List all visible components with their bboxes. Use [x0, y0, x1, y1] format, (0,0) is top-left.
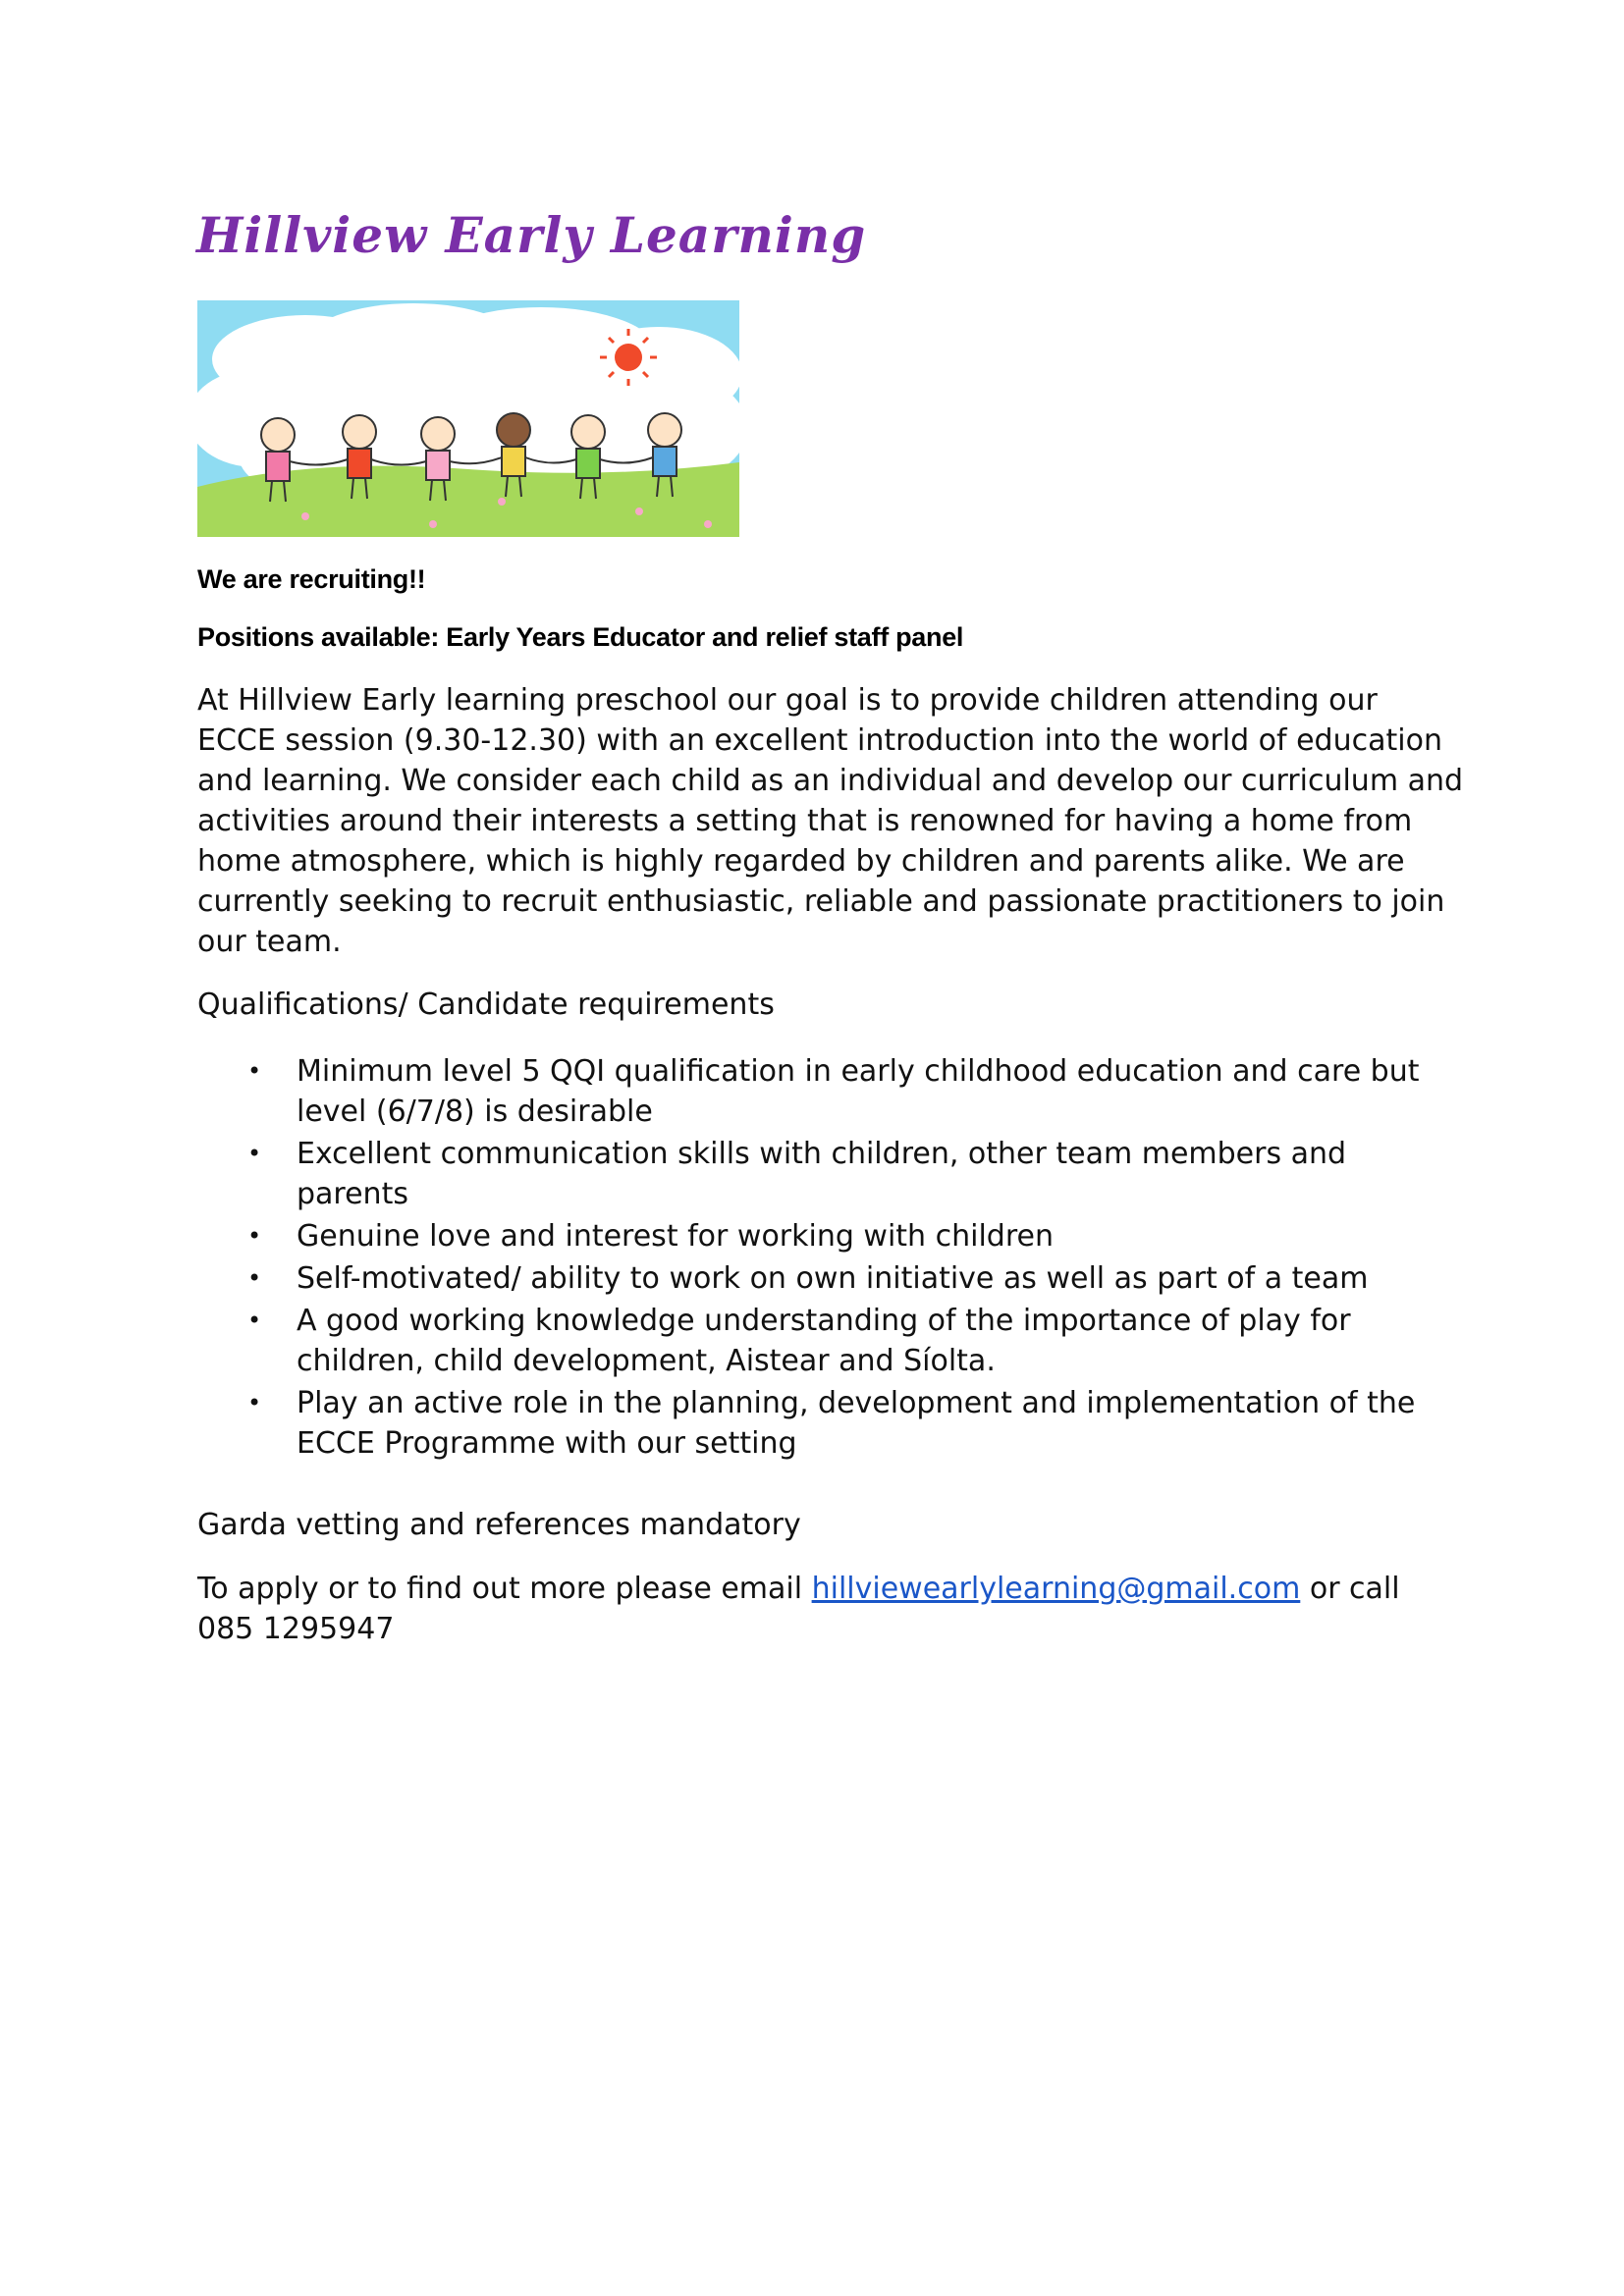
- requirements-list: [197, 1051, 1444, 1466]
- requirement-text: A good working knowledge understanding of the importance of play for children, child development, Aistear and Síolta.: [297, 1304, 1351, 1378]
- intro-paragraph: At Hillview Early learning preschool our goal is to provide children attending our ECCE session (9.30-12.30) with an excellent introduction into the world of education and learning. We consider each child as an individual and develop our curriculum and activities around their interests a setting that is renowned for having a home from home atmosphere, which is highly regarded by children and parents alike. We are currently seeking to recruit enthusiastic, reliable and passionate practitioners to join our team.: [197, 683, 1464, 959]
- requirement-text: Play an active role in the planning, development and implementation of the ECCE Programme with our setting: [297, 1386, 1416, 1461]
- list-item: [197, 1134, 1444, 1214]
- requirement-text: Excellent communication skills with children, other team members and parents: [297, 1137, 1347, 1211]
- list-item: [197, 1216, 1444, 1256]
- contact-paragraph: [197, 1569, 1464, 1649]
- bullet-icon: •: [247, 1389, 262, 1416]
- bullet-icon: •: [247, 1057, 262, 1085]
- bullet-icon: •: [247, 1222, 262, 1250]
- requirement-text: Genuine love and interest for working with children: [297, 1219, 1054, 1254]
- positions-heading: Positions available: Early Years Educator and relief staff panel: [197, 622, 964, 652]
- hero-illustration: [197, 300, 739, 537]
- requirements-heading: Qualifications/ Candidate requirements: [197, 988, 775, 1022]
- list-item: [197, 1258, 1444, 1299]
- bullet-icon: •: [247, 1307, 262, 1334]
- requirement-text: Minimum level 5 QQI qualification in early childhood education and care but level (6/7/8) is desirable: [297, 1054, 1420, 1129]
- bullet-icon: •: [247, 1140, 262, 1167]
- recruiting-heading: We are recruiting!!: [197, 564, 426, 594]
- page-title: Hillview Early Learning: [196, 206, 867, 264]
- list-item: [197, 1301, 1444, 1381]
- contact-prefix: To apply or to find out more please email: [197, 1572, 812, 1606]
- list-item: [197, 1383, 1444, 1464]
- contact-suffix: or call 085 1295947: [197, 1572, 1400, 1646]
- list-item: [197, 1051, 1444, 1132]
- vetting-note: Garda vetting and references mandatory: [197, 1508, 801, 1542]
- requirement-text: Self-motivated/ ability to work on own initiative as well as part of a team: [297, 1261, 1369, 1296]
- email-link[interactable]: hillviewearlylearning@gmail.com: [811, 1572, 1301, 1606]
- bullet-icon: •: [247, 1264, 262, 1292]
- children-holding-hands-illustration: [197, 300, 739, 537]
